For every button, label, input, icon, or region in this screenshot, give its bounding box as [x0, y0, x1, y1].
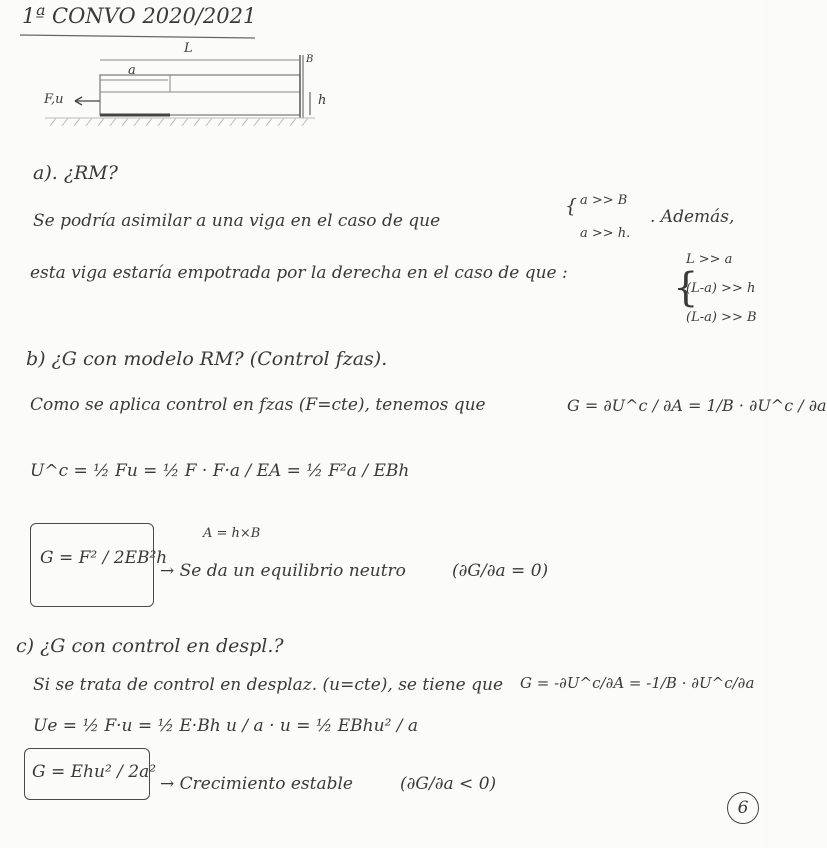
label-B: B	[306, 54, 314, 65]
result-c-text: → Crecimiento estable	[160, 774, 353, 794]
part-b-gdef: G = ∂U^c / ∂A = 1/B · ∂U^c / ∂a	[567, 396, 827, 415]
result-c: G = Ehu² / 2a²	[32, 762, 157, 782]
cond-3: L >> a	[686, 252, 733, 267]
part-b-ue: U^c = ½ Fu = ½ F · F·a / EA = ½ F²a / EBh	[30, 461, 410, 481]
cond-4: (L-a) >> h	[686, 281, 756, 296]
cond-5: (L-a) >> B	[686, 310, 757, 325]
part-c-gdef: G = -∂U^c/∂A = -1/B · ∂U^c/∂a	[520, 674, 755, 692]
label-a: a	[128, 63, 136, 78]
cond-2: a >> h.	[580, 226, 631, 241]
label-h: h	[318, 93, 327, 108]
label-L: L	[184, 41, 193, 56]
part-a-line2: esta viga estaría empotrada por la derecha en el caso de que :	[30, 263, 568, 283]
page-title: 1ª CONVO 2020/2021	[22, 4, 257, 28]
brace-2: {	[673, 265, 699, 311]
result-b-cond: (∂G/∂a = 0)	[452, 561, 549, 581]
part-b-line1: Como se aplica control en fzas (F=cte), tenemos que	[30, 395, 486, 415]
ademas: . Además,	[650, 207, 735, 227]
result-b-text: → Se da un equilibrio neutro	[160, 561, 406, 581]
brace-1: {	[565, 195, 578, 217]
result-c-cond: (∂G/∂a < 0)	[400, 774, 497, 794]
part-c-ue: Ue = ½ F·u = ½ E·Bh u / a · u = ½ EBhu² / a	[33, 716, 419, 736]
part-b-question: b) ¿G con modelo RM? (Control fzas).	[26, 348, 388, 370]
label-Fu: F,u	[44, 92, 64, 107]
part-a-line1: Se podría asimilar a una viga en el caso de que	[33, 211, 441, 231]
part-c-question: c) ¿G con control en despl.?	[16, 635, 284, 657]
cond-1: a >> B	[580, 193, 628, 208]
part-c-line1: Si se trata de control en desplaz. (u=cte), se tiene que	[33, 675, 504, 695]
area-note: A = h×B	[203, 526, 261, 541]
part-a-question: a). ¿RM?	[33, 162, 118, 184]
result-b: G = F² / 2EB²h	[40, 548, 168, 568]
page-number: 6	[727, 792, 759, 824]
